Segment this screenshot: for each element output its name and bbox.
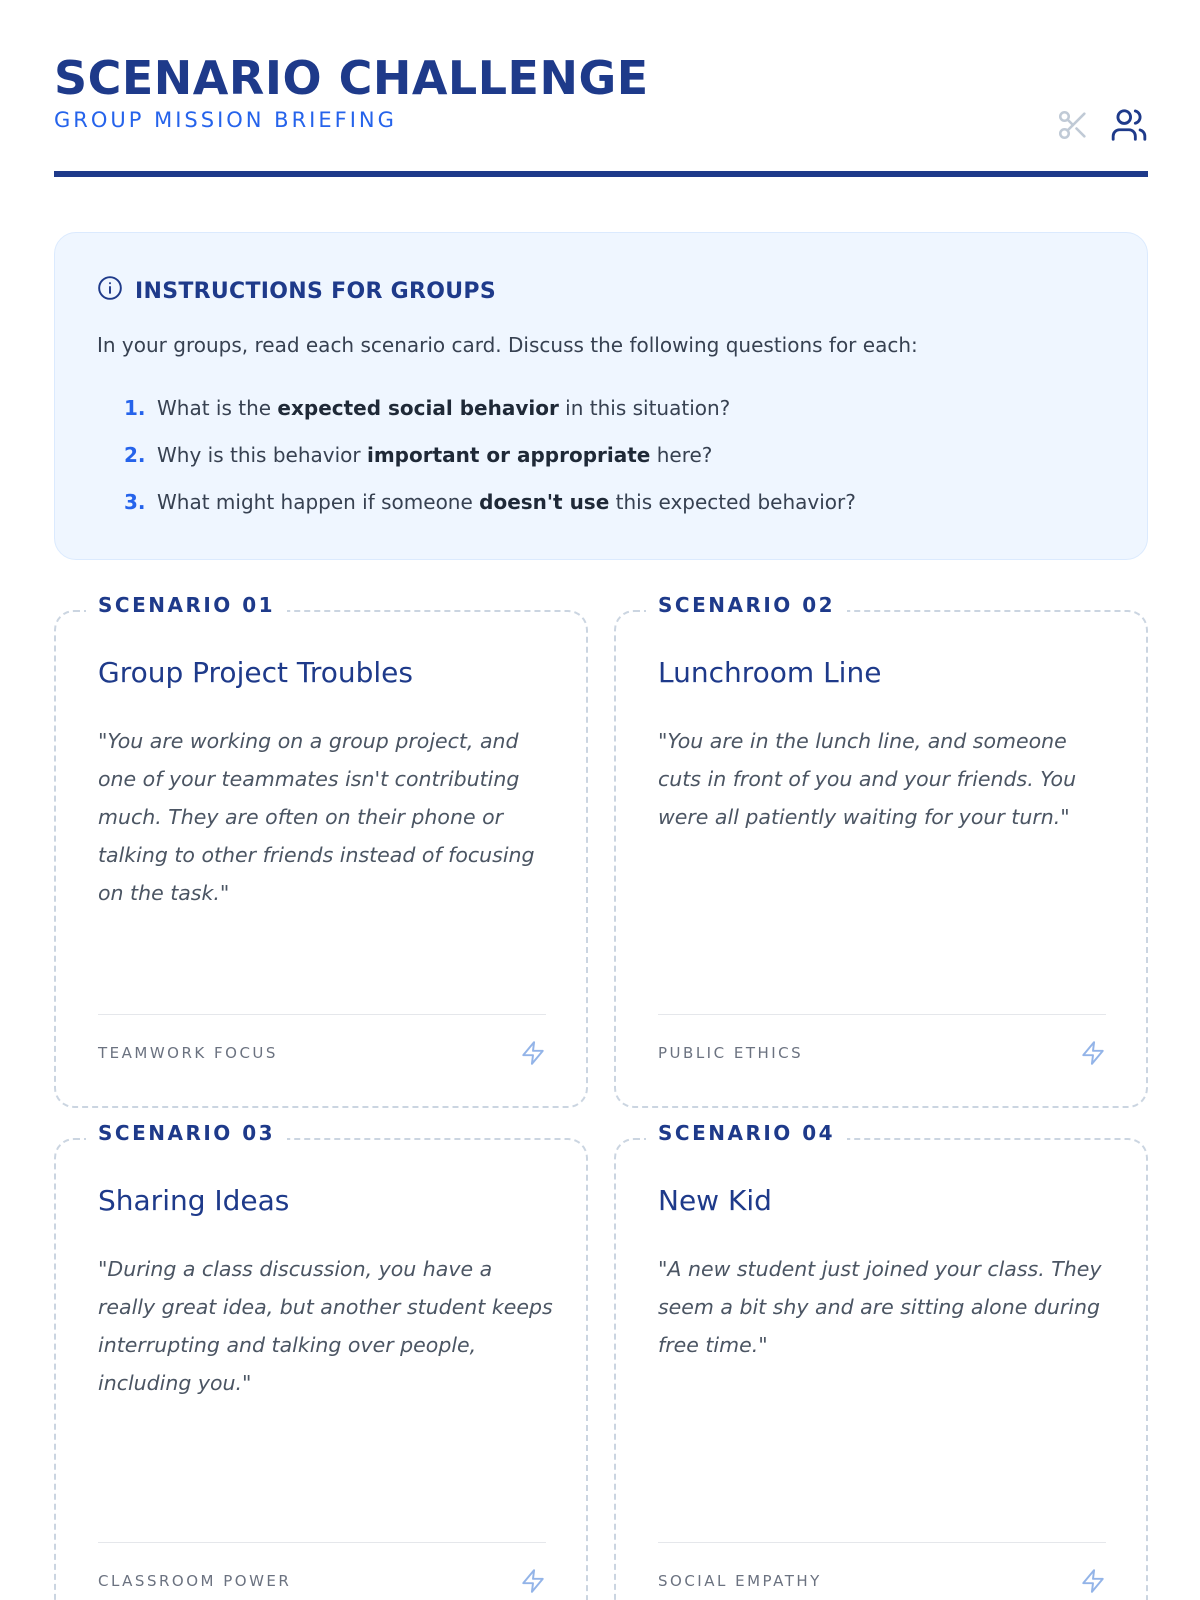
scenario-label: SCENARIO 03	[86, 1118, 287, 1148]
card-divider	[98, 1014, 546, 1015]
page-subtitle: GROUP MISSION BRIEFING	[54, 108, 397, 132]
page-title: SCENARIO CHALLENGE	[54, 51, 649, 105]
scenario-title: New Kid	[658, 1184, 772, 1217]
page-header	[54, 50, 1148, 178]
scenario-card-01	[54, 593, 588, 1108]
scenario-tag: PUBLIC ETHICS	[658, 1044, 804, 1062]
scenario-title: Group Project Troubles	[98, 656, 413, 689]
scenario-label: SCENARIO 04	[646, 1118, 847, 1148]
scenario-card-02	[614, 593, 1148, 1108]
card-divider	[658, 1542, 1106, 1543]
info-icon	[97, 275, 123, 307]
scenario-tag: SOCIAL EMPATHY	[658, 1572, 822, 1590]
card-divider	[658, 1014, 1106, 1015]
list-text: What might happen if someone doesn't use this expected behavior?	[157, 490, 856, 514]
scenario-quote: "You are working on a group project, and one of your teammates isn't contributing much. They are often on their phone or talking to other friends instead of focusing on the task."	[98, 729, 535, 905]
scenario-label: SCENARIO 02	[646, 590, 847, 620]
lightning-icon	[1080, 1040, 1106, 1070]
header-icons	[1056, 106, 1148, 144]
scenario-label: SCENARIO 01	[86, 590, 287, 620]
scenario-quote: "You are in the lunch line, and someone cuts in front of you and your friends. You were all patiently waiting for your turn."	[658, 729, 1077, 829]
scenario-tag: TEAMWORK FOCUS	[98, 1044, 278, 1062]
card-divider	[98, 1542, 546, 1543]
instructions-list	[97, 385, 1105, 526]
instructions-title: INSTRUCTIONS FOR GROUPS	[135, 278, 496, 304]
lightning-icon	[520, 1040, 546, 1070]
instructions-panel	[54, 232, 1148, 560]
scenario-title: Sharing Ideas	[98, 1184, 290, 1217]
list-number: 1.	[124, 396, 146, 420]
scenario-tag: CLASSROOM POWER	[98, 1572, 292, 1590]
scenario-card-04	[614, 1121, 1148, 1600]
list-item	[124, 479, 1105, 526]
users-icon[interactable]	[1110, 106, 1148, 144]
list-number: 3.	[124, 490, 146, 514]
scissors-icon[interactable]	[1056, 108, 1090, 142]
scenario-card-03	[54, 1121, 588, 1600]
list-number: 2.	[124, 443, 146, 467]
list-item	[124, 385, 1105, 432]
lightning-icon	[1080, 1568, 1106, 1598]
scenario-quote: "During a class discussion, you have a really great idea, but another student keeps interrupting and talking over people, including you."	[98, 1257, 553, 1395]
instructions-intro: In your groups, read each scenario card. Discuss the following questions for each:	[97, 333, 918, 357]
list-text: What is the expected social behavior in this situation?	[157, 396, 731, 420]
scenario-title: Lunchroom Line	[658, 656, 882, 689]
scenario-quote: "A new student just joined your class. They seem a bit shy and are sitting alone during free time."	[658, 1257, 1102, 1357]
lightning-icon	[520, 1568, 546, 1598]
header-divider	[54, 171, 1148, 177]
list-text: Why is this behavior important or appropriate here?	[157, 443, 713, 467]
list-item	[124, 432, 1105, 479]
instructions-heading	[97, 275, 1105, 307]
